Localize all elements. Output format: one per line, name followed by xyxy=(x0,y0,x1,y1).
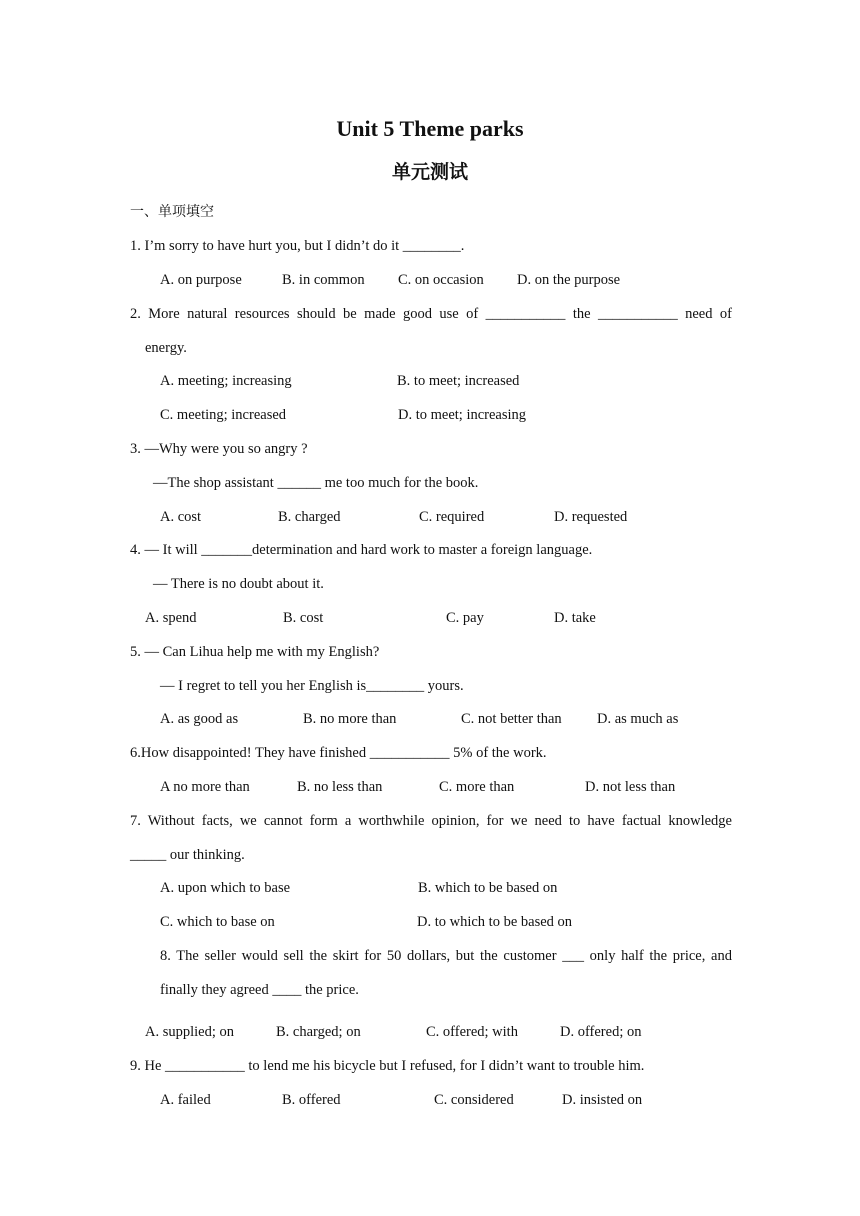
question-8-option-b: B. charged; on xyxy=(276,1024,361,1040)
question-1-option-b: B. in common xyxy=(282,272,365,288)
question-3-option-d: D. requested xyxy=(554,509,628,525)
question-9-option-d: D. insisted on xyxy=(562,1092,643,1108)
document-title: Unit 5 Theme parks xyxy=(336,116,524,141)
question-2-option-c: C. meeting; increased xyxy=(160,407,287,423)
section-heading: 一、单项填空 xyxy=(130,204,214,220)
question-9-option-a: A. failed xyxy=(160,1092,211,1108)
question-7-stem: 7. Without facts, we cannot form a worthwhile opinion, for we need to have factual knowledge xyxy=(130,813,732,829)
question-9-option-b: B. offered xyxy=(282,1092,341,1108)
question-9-option-c: C. considered xyxy=(434,1092,514,1108)
question-7-option-b: B. which to be based on xyxy=(418,880,558,896)
question-6-stem: 6.How disappointed! They have finished ___________ 5% of the work. xyxy=(130,745,547,761)
question-2-option-d: D. to meet; increasing xyxy=(398,407,527,423)
question-2-option-a: A. meeting; increasing xyxy=(160,373,292,389)
question-6-option-d: D. not less than xyxy=(585,779,676,795)
question-4-option-a: A. spend xyxy=(145,610,197,626)
question-2-stem: 2. More natural resources should be made good use of ___________ the ___________ need of xyxy=(130,306,732,322)
question-1-option-d: D. on the purpose xyxy=(517,272,621,288)
question-1-stem: 1. I’m sorry to have hurt you, but I didn’t do it ________. xyxy=(130,238,465,254)
question-2-option-b: B. to meet; increased xyxy=(397,373,520,389)
question-7-option-a: A. upon which to base xyxy=(160,880,291,896)
question-3-option-c: C. required xyxy=(419,509,485,525)
question-5-stem: 5. — Can Lihua help me with my English? xyxy=(130,644,380,660)
question-3-option-a: A. cost xyxy=(160,509,202,525)
question-6-option-b: B. no less than xyxy=(297,779,383,795)
document-subtitle: 单元测试 xyxy=(391,161,468,183)
question-8-option-d: D. offered; on xyxy=(560,1024,642,1040)
question-5-option-a: A. as good as xyxy=(160,711,239,727)
question-6-option-a: A no more than xyxy=(160,779,250,795)
question-4-option-c: C. pay xyxy=(446,610,484,626)
question-5-option-b: B. no more than xyxy=(303,711,397,727)
question-4-stem-continued: — There is no doubt about it. xyxy=(153,576,324,592)
question-2-stem-continued: energy. xyxy=(145,340,187,356)
question-7-option-d: D. to which to be based on xyxy=(417,914,573,930)
question-7-stem-continued: _____ our thinking. xyxy=(130,847,245,863)
question-1-option-c: C. on occasion xyxy=(398,272,484,288)
question-5-option-d: D. as much as xyxy=(597,711,679,727)
question-1-option-a: A. on purpose xyxy=(160,272,242,288)
question-4-option-b: B. cost xyxy=(283,610,324,626)
question-5-stem-continued: — I regret to tell you her English is________ yours. xyxy=(160,678,464,694)
question-8-stem: 8. The seller would sell the skirt for 50 dollars, but the customer ___ only half the price, and xyxy=(160,948,732,964)
question-5-option-c: C. not better than xyxy=(461,711,562,727)
question-8-stem-continued: finally they agreed ____ the price. xyxy=(160,982,359,998)
question-9-stem: 9. He ___________ to lend me his bicycle but I refused, for I didn’t want to trouble him. xyxy=(130,1058,645,1074)
question-3-option-b: B. charged xyxy=(278,509,341,525)
question-8-option-c: C. offered; with xyxy=(426,1024,518,1040)
question-4-stem: 4. — It will _______determination and hard work to master a foreign language. xyxy=(130,542,593,558)
question-7-option-c: C. which to base on xyxy=(160,914,275,930)
question-3-stem-continued: —The shop assistant ______ me too much for the book. xyxy=(153,475,479,491)
question-4-option-d: D. take xyxy=(554,610,596,626)
question-6-option-c: C. more than xyxy=(439,779,515,795)
question-3-stem: 3. —Why were you so angry ? xyxy=(130,441,308,457)
question-8-option-a: A. supplied; on xyxy=(145,1024,235,1040)
